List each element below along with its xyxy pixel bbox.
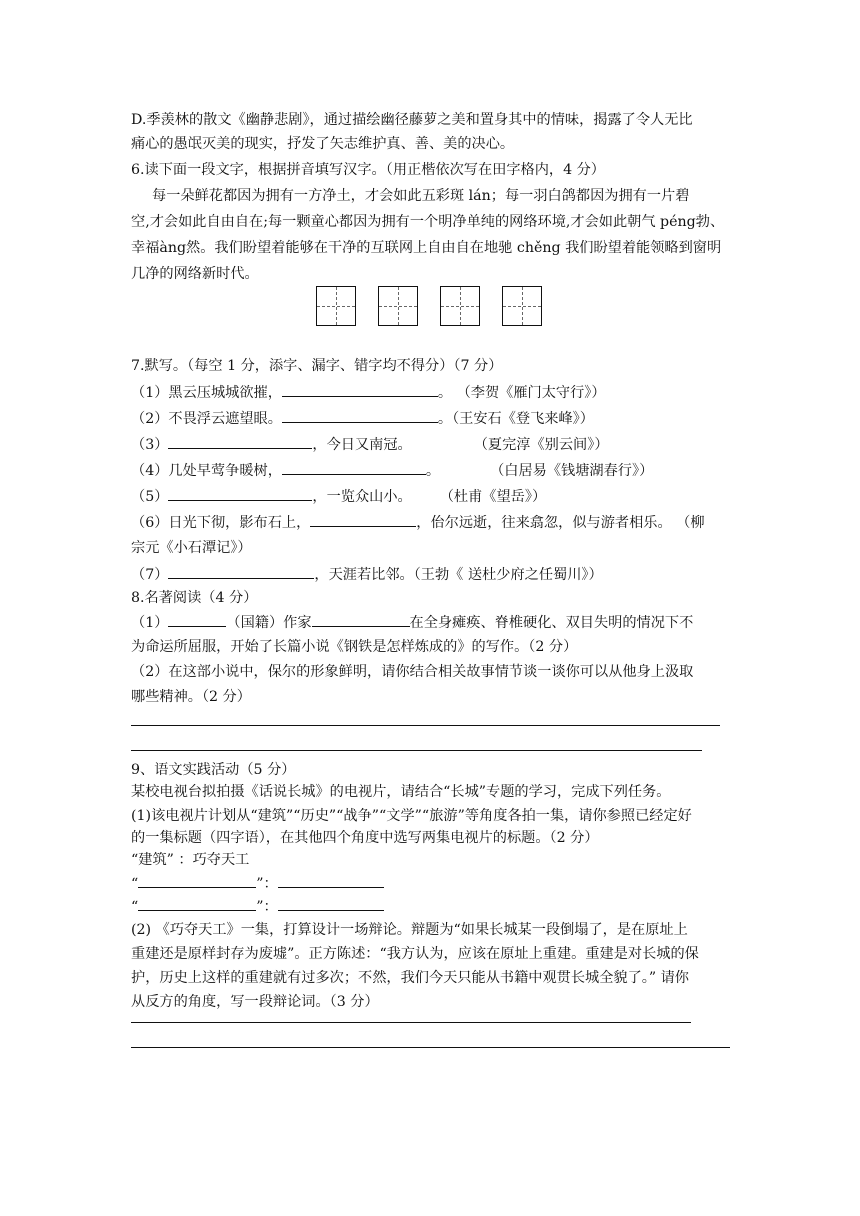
q7-item3-blank[interactable] bbox=[168, 434, 312, 449]
q9-task2-line3: 护，历史上这样的重建就有过多次；不然，我们今天只能从书籍中观贯长城全貌了。” 请你 bbox=[131, 970, 689, 986]
q7-item1-blank[interactable] bbox=[282, 382, 438, 397]
q8-sub1-line2: 为命运所屈服，开始了长篇小说《钢铁是怎样炼成的》的写作。（2 分） bbox=[131, 639, 578, 655]
q8-title: 8.名著阅读（4 分） bbox=[131, 590, 258, 606]
q7-item4-text: （4）几处早莺争暖树， bbox=[131, 463, 282, 479]
q7-item5-text: （5） bbox=[131, 489, 169, 505]
tianzi-grid-3[interactable] bbox=[440, 286, 480, 326]
q9-title-blank-2[interactable] bbox=[278, 896, 384, 911]
q7-item3 bbox=[131, 434, 609, 455]
q8-nationality-blank[interactable] bbox=[168, 612, 226, 627]
q7-item7-text: （7） bbox=[131, 567, 169, 583]
q8-sub1-mid: （国籍）作家 bbox=[226, 615, 312, 631]
q6-passage-line3: 幸福àng然。我们盼望着能够在干净的互联网上自由自在地驰 chěng 我们盼望着能领略到窗明 bbox=[131, 240, 722, 256]
q7-item6-text: （6）日光下彻，影布石上， bbox=[131, 515, 311, 531]
q7-title: 7.默写。（每空 1 分，添字、漏字、错字均不得分）（7 分） bbox=[131, 358, 503, 374]
q6-passage-line4: 几净的网络新时代。 bbox=[131, 266, 259, 282]
q7-item7 bbox=[131, 564, 603, 585]
tianzi-grid-1[interactable] bbox=[316, 286, 356, 326]
q8-author-blank[interactable] bbox=[312, 612, 410, 627]
q9-angle-blank-1[interactable] bbox=[138, 873, 256, 888]
q9-example-title: “建筑” ：巧夺天工 bbox=[131, 852, 250, 868]
q7-item5 bbox=[131, 486, 546, 507]
q7-item3-text: （3） bbox=[131, 437, 169, 453]
open-quote: “ bbox=[131, 876, 139, 892]
q7-item7-blank[interactable] bbox=[168, 564, 314, 579]
q7-item6-rest: ，佁尔远逝，往来翕忽，似与游者相乐。 （柳 bbox=[416, 515, 705, 531]
q7-item6-blank[interactable] bbox=[310, 512, 416, 527]
q5-option-d-line1: D.季羡林的散文《幽静悲剧》，通过描绘幽径藤萝之美和置身其中的情味，揭露了令人无比 bbox=[131, 112, 693, 128]
close-quote: ”： bbox=[256, 876, 278, 892]
q7-item3-line: ，今日又南冠。 bbox=[312, 437, 412, 453]
q6-passage-line1: 每一朵鲜花都因为拥有一方净土，才会如此五彩斑 lán；每一羽白鸽都因为拥有一片碧 bbox=[152, 188, 690, 204]
q9-intro: 某校电视台拟拍摄《话说长城》的电视片，请结合“长城”专题的学习，完成下列任务。 bbox=[131, 784, 671, 800]
q9-task2-line4: 从反方的角度，写一段辩论词。（3 分） bbox=[131, 994, 379, 1010]
q8-sub1-rest: 在全身瘫痪、脊椎硬化、双目失明的情况下不 bbox=[409, 615, 694, 631]
q9-title: 9、语文实践活动（5 分） bbox=[131, 762, 296, 778]
q7-item5-source: （杜甫《望岳》） bbox=[439, 489, 547, 505]
tianzi-grid-4[interactable] bbox=[502, 286, 542, 326]
q9-title-blank-1[interactable] bbox=[278, 873, 384, 888]
q7-item5-blank[interactable] bbox=[168, 486, 312, 501]
q9-angle-blank-2[interactable] bbox=[138, 896, 256, 911]
q7-item5-line: ，一览众山小。 bbox=[312, 489, 412, 505]
q7-item2-blank[interactable] bbox=[282, 408, 438, 423]
open-quote: “ bbox=[131, 899, 139, 915]
q7-item1 bbox=[131, 382, 606, 403]
q9-answer-line-2[interactable] bbox=[131, 1047, 730, 1048]
q7-item6-source: 宗元《小石潭记》） bbox=[131, 540, 252, 556]
q5-option-d-line2: 痛心的愚氓灭美的现实，抒发了矢志维护真、善、美的决心。 bbox=[131, 136, 515, 152]
tianzi-grid-2[interactable] bbox=[378, 286, 418, 326]
q7-item2-text: （2）不畏浮云遮望眼。 bbox=[131, 411, 282, 427]
q8-sub1-label: （1） bbox=[131, 615, 169, 631]
q9-task2-line1: (2) 《巧夺天工》一集，打算设计一场辩论。辩题为“如果长城某一段倒塌了，是在原址上 bbox=[131, 922, 688, 938]
q8-sub2-line1: （2）在这部小说中，保尔的形象鲜明，请你结合相关故事情节谈一谈你可以从他身上汲取 bbox=[131, 664, 694, 680]
q8-sub2-line2: 哪些精神。（2 分） bbox=[131, 689, 251, 705]
q7-item2-source: 。（王安石《登飞来峰》） bbox=[437, 411, 594, 427]
q7-item4-source: （白居易《钱塘湖春行》） bbox=[490, 463, 654, 479]
q6-title: 6.读下面一段文字，根据拼音填写汉字。（用正楷依次写在田字格内，4 分） bbox=[131, 162, 605, 178]
q6-passage-line2: 空,才会如此自由自在;每一颗童心都因为拥有一个明净单纯的网络环境,才会如此朝气 péng勃、 bbox=[131, 214, 725, 230]
q7-item7-rest: ，天涯若比邻。（王勃《 送杜少府之任蜀川》） bbox=[314, 567, 603, 583]
q7-item3-source: （夏完淳《别云间》） bbox=[473, 437, 609, 453]
q9-title-entry-1 bbox=[131, 873, 384, 894]
q7-item1-source: 。 （李贺《雁门太守行》） bbox=[437, 385, 606, 401]
q7-item6 bbox=[131, 512, 705, 533]
q8-answer-line-1[interactable] bbox=[131, 725, 720, 726]
q9-title-entry-2 bbox=[131, 896, 384, 917]
q8-answer-line-2[interactable] bbox=[131, 750, 702, 751]
q9-task1-line1: (1)该电视片计划从“建筑”“历史”“战争”“文学”“旅游”等角度各拍一集，请你参照已经定好 bbox=[131, 808, 692, 824]
close-quote: ”： bbox=[256, 899, 278, 915]
q9-task2-line2: 重建还是原样封存为废墟”。正方陈述：“我方认为，应该在原址上重建。重建是对长城的保 bbox=[131, 946, 699, 962]
q7-item4 bbox=[131, 460, 653, 481]
q8-sub1 bbox=[131, 612, 693, 633]
q9-task1-line2: 的一集标题（四字语），在其他四个角度中选写两集电视片的标题。（2 分） bbox=[131, 830, 599, 846]
q7-item4-line: 。 bbox=[425, 463, 441, 479]
q7-item1-text: （1）黑云压城城欲摧， bbox=[131, 385, 282, 401]
q7-item2 bbox=[131, 408, 594, 429]
q7-item4-blank[interactable] bbox=[282, 460, 426, 475]
q9-answer-line-1[interactable] bbox=[131, 1022, 691, 1023]
